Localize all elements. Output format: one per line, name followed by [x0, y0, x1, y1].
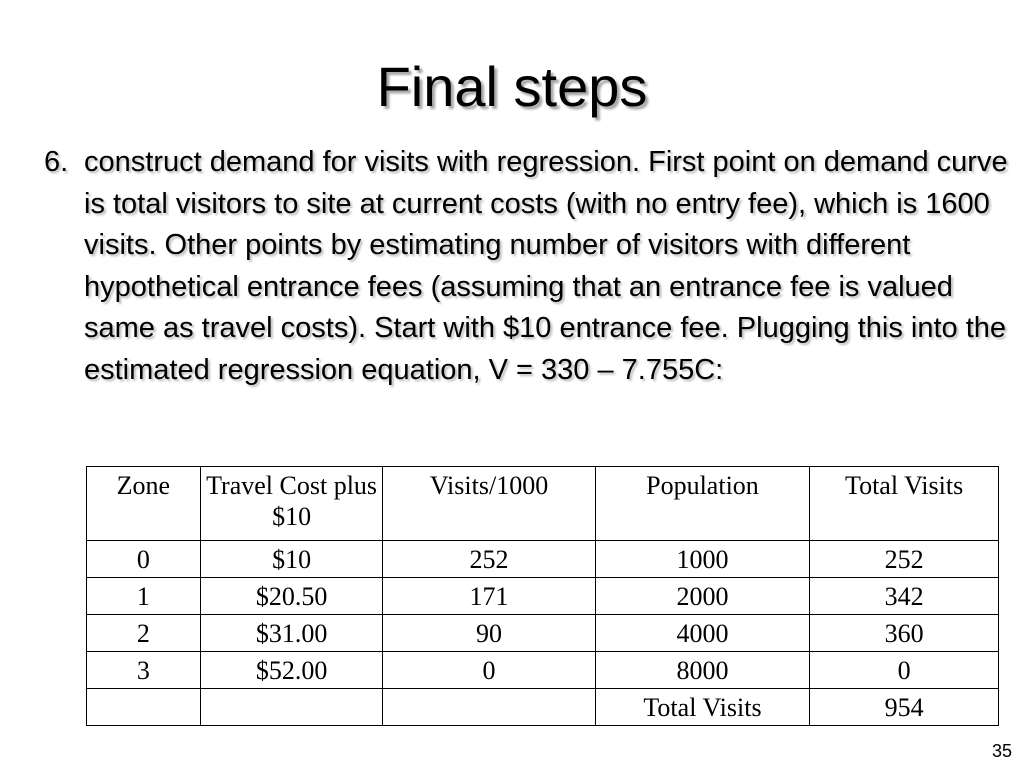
header-zone: Zone — [87, 467, 201, 541]
cell-zone: 2 — [87, 615, 201, 652]
cell-travel-cost: $10 — [200, 541, 383, 578]
cell-population: 4000 — [595, 615, 810, 652]
cell-visits-per-1000: 171 — [383, 578, 595, 615]
table-row — [87, 541, 999, 578]
cell-visits-per-1000: 0 — [383, 652, 595, 689]
slide-title: Final steps — [376, 55, 648, 118]
cell-travel-cost: $52.00 — [200, 652, 383, 689]
header-travel-cost: Travel Cost plus $10 — [200, 467, 383, 541]
bullet-text: construct demand for visits with regression. First point on demand curve is total visitors to site at current costs (with no entry fee), which is 1600 visits. Other points by estimating number of visitors with different hypothetical entrance fees (assuming that an entrance fee is valued same as travel costs). Start with $10 entrance fee. Plugging this into the estimated regression equation, V = 330 – 7.755C: — [84, 146, 1008, 386]
cell-travel-cost: $31.00 — [200, 615, 383, 652]
cell-zone: 1 — [87, 578, 201, 615]
travel-cost-table — [86, 466, 999, 726]
table-total-row — [87, 689, 999, 726]
cell-total-value: 954 — [810, 689, 999, 726]
cell-zone: 3 — [87, 652, 201, 689]
cell-zone: 0 — [87, 541, 201, 578]
cell-empty — [200, 689, 383, 726]
cell-total-label: Total Visits — [595, 689, 810, 726]
page-number: 35 — [991, 741, 1012, 761]
cell-visits-per-1000: 252 — [383, 541, 595, 578]
header-total-visits: Total Visits — [810, 467, 999, 541]
cell-travel-cost: $20.50 — [200, 578, 383, 615]
bullet-number: 6. — [44, 146, 69, 178]
cell-total-visits: 0 — [810, 652, 999, 689]
cell-total-visits: 360 — [810, 615, 999, 652]
cell-population: 2000 — [595, 578, 810, 615]
header-visits-per-1000: Visits/1000 — [383, 467, 595, 541]
cell-population: 1000 — [595, 541, 810, 578]
cell-population: 8000 — [595, 652, 810, 689]
table-row — [87, 615, 999, 652]
cell-total-visits: 252 — [810, 541, 999, 578]
header-population: Population — [595, 467, 810, 541]
bullet-paragraph — [44, 142, 1014, 391]
table-header-row — [87, 467, 999, 541]
table-row — [87, 652, 999, 689]
table-row — [87, 578, 999, 615]
cell-visits-per-1000: 90 — [383, 615, 595, 652]
cell-total-visits: 342 — [810, 578, 999, 615]
cell-empty — [87, 689, 201, 726]
cell-empty — [383, 689, 595, 726]
